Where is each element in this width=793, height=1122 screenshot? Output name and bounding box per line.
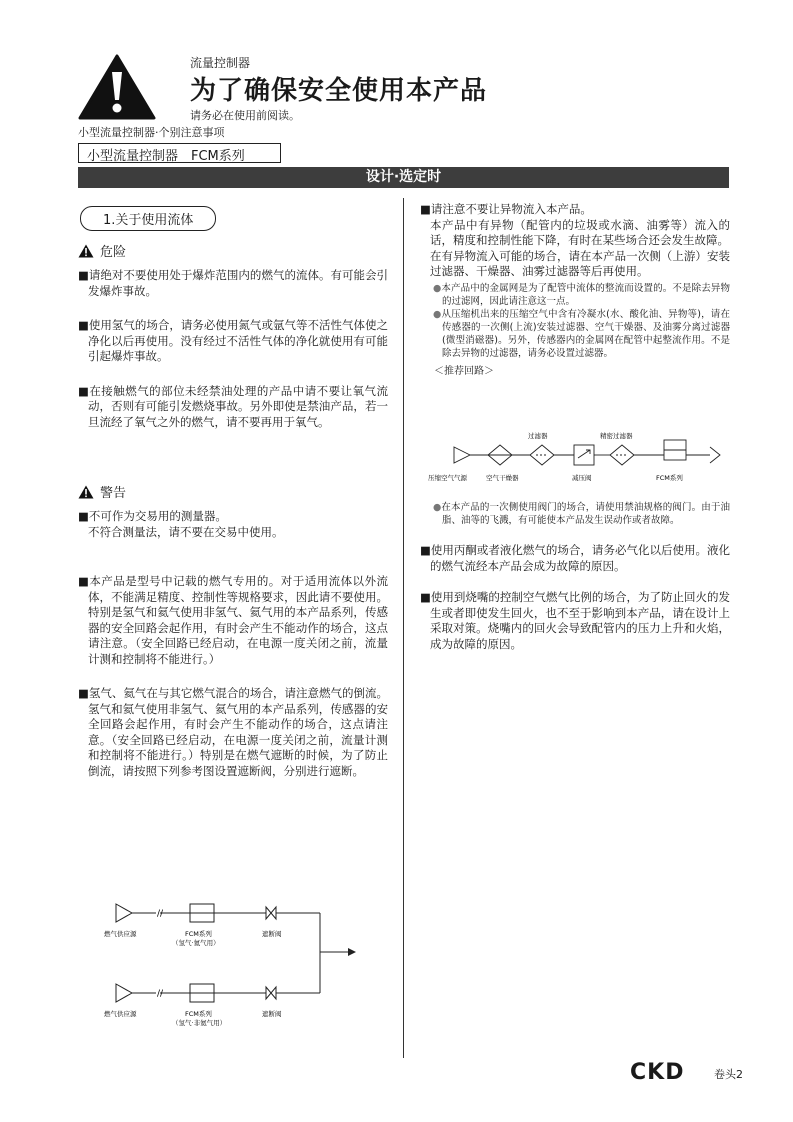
ckd-logo: CKD [630, 1060, 685, 1085]
page-title: 为了确保安全使用本产品 [190, 76, 488, 106]
warning-item-1-sub: 不符合测量法，请不要在交易中使用。 [88, 524, 284, 539]
notice-label: 小型流量控制器·个别注意事项 [78, 126, 225, 139]
right-column [420, 202, 730, 377]
foreign-matter-item: ■请注意不要让异物流入本产品。 [420, 202, 592, 216]
dryer-label: 空气干燥器 [486, 474, 519, 482]
page-number: 卷头2 [714, 1068, 743, 1081]
danger-item-3: ■在接触燃气的部位未经禁油处理的产品中请不要让氧气流动，否则有可能引发燃烧事故。另外即使是禁油产品，若一旦流经了氧气之外的燃气，请不要再用于氧气。 [78, 383, 388, 429]
liquefied-gas-item: ■使用丙酮或者液化燃气的场合，请务必气化以后使用。液化的燃气流经本产品会成为故障的原因。 [420, 543, 730, 573]
burner-item: ■使用到烧嘴的控制空气燃气比例的场合，为了防止回火的发生或者即使发生回火，也不至于影响到本产品，请在设计上采取对策。烧嘴内的回火会导致配管内的压力上升和火焰，成为故障的原因。 [420, 590, 730, 651]
note-2: ●从压缩机出来的压缩空气中含有冷凝水(水、酸化油、异物等)，请在传感器的一次侧(上流)安装过滤器、空气干燥器、及油雾分离过滤器(微型消磁器)。另外，传感器内的金属网在配管中起整流作用。不是除去异物的过滤器，请务必设置过滤器。 [433, 308, 730, 359]
bullet-dot-icon: ● [433, 308, 442, 320]
bullet-dot-icon: ● [433, 282, 442, 294]
danger-item-2: ■使用氢气的场合，请务必使用氮气或氩气等不活性气体使之净化以后再使用。没有经过不活性气体的净化就使用有可能引起爆炸事故。 [78, 318, 388, 363]
gas-source-label-1: 燃气供应源 [104, 930, 137, 938]
warning-item-3: ■氢气、氦气在与其它燃气混合的场合，请注意燃气的倒流。氢气和氦气使用非氢气、氦气用的本产品系列，传感器的安全回路会起作用，有时会产生不能动作的场合，这点请注意。（安全回路已经启动，在电源一度关闭之前，流量计测和控制将不能进行。）特别是在燃气遮断的时候，为了防止倒流，请按照下列参考图设置遮断阀，分别进行遮断。 [78, 686, 388, 778]
note-3: ●在本产品的一次侧使用阀门的场合，请使用禁油规格的阀门。由于油脂、油等的飞溅，有可能使本产品发生误动作或者故障。 [433, 502, 730, 526]
header-subtitle: 流量控制器 [190, 56, 251, 70]
fcm-note-1: （氢气·氦气用） [172, 939, 220, 947]
break-mark-2: // [157, 989, 164, 999]
section-pill: 1.关于使用流体 [80, 206, 216, 231]
warning-item-2: ■本产品是型号中记载的燃气专用的。对于适用流体以外流体，不能满足精度、控制性等规格要求，因此请不要使用。特别是氢气和氦气使用非氢气、氦气用的本产品系列，传感器的安全回路会起作用，有时会产生不能动作的场合，这点请注意。（安全回路已经启动，在电源一度关闭之前，流量计测和控制将不能进行。） [78, 574, 388, 666]
danger-label: 危险 [100, 245, 127, 260]
shutoff-valve-diagram [100, 890, 370, 1040]
danger-heading [78, 241, 388, 260]
recommended-circuit-label: ＜推荐回路＞ [434, 365, 494, 377]
danger-item-1: ■请绝对不要使用处于爆炸范围内的燃气的流体。有可能会引发爆炸事故。 [78, 268, 388, 298]
warning-triangle-icon [78, 54, 156, 120]
recommended-circuit-diagram [428, 428, 728, 488]
danger-triangle-icon [78, 244, 94, 258]
valve-label-1: 遮断阀 [262, 930, 282, 938]
read-before-use: 请务必在使用前阅读。 [190, 109, 300, 122]
foreign-matter-p1: 本产品中有异物（配管内的垃圾或水滴、油雾等）流入的话，精度和控制性能下降，有时在某些场合还会发生故障。 [430, 217, 730, 247]
warning-label: 警告 [100, 486, 127, 501]
column-divider [403, 198, 404, 1058]
compressor-label: 压缩空气气源 [428, 474, 467, 482]
warning-item-1: ■不可作为交易用的测量器。 [78, 509, 227, 523]
left-column [78, 206, 388, 779]
break-mark-1: // [157, 909, 164, 919]
bullet-dot-icon: ● [433, 502, 442, 513]
gas-source-label-2: 燃气供应源 [104, 1010, 137, 1018]
right-column-lower [420, 501, 730, 652]
foreign-matter-p2: 在有异物流入可能的场合，请在本产品一次侧（上游）安装过滤器、干燥器、油雾过滤器等后再使用。 [430, 248, 730, 278]
valve-label-2: 遮断阀 [262, 1010, 282, 1018]
precision-filter-label: 精密过滤器 [600, 432, 633, 440]
fcm-note-2: （氢气·非氦气用） [172, 1019, 227, 1027]
fcm-label-1: FCM系列 [185, 930, 212, 938]
fcm-label-2: FCM系列 [185, 1010, 212, 1018]
fcm-circuit-label: FCM系列 [656, 474, 683, 482]
note-1: ●本产品中的金属网是为了配管中流体的整流而设置的。不是除去异物的过滤网，因此请注意这一点。 [433, 282, 730, 307]
filter-label: 过滤器 [528, 432, 548, 440]
regulator-label: 减压阀 [572, 474, 592, 482]
section-bar: 设计·选定时 [78, 167, 729, 188]
warning-heading [78, 482, 388, 501]
series-box: 小型流量控制器 FCM系列 [78, 143, 281, 163]
warning-triangle-small-icon [78, 485, 94, 499]
